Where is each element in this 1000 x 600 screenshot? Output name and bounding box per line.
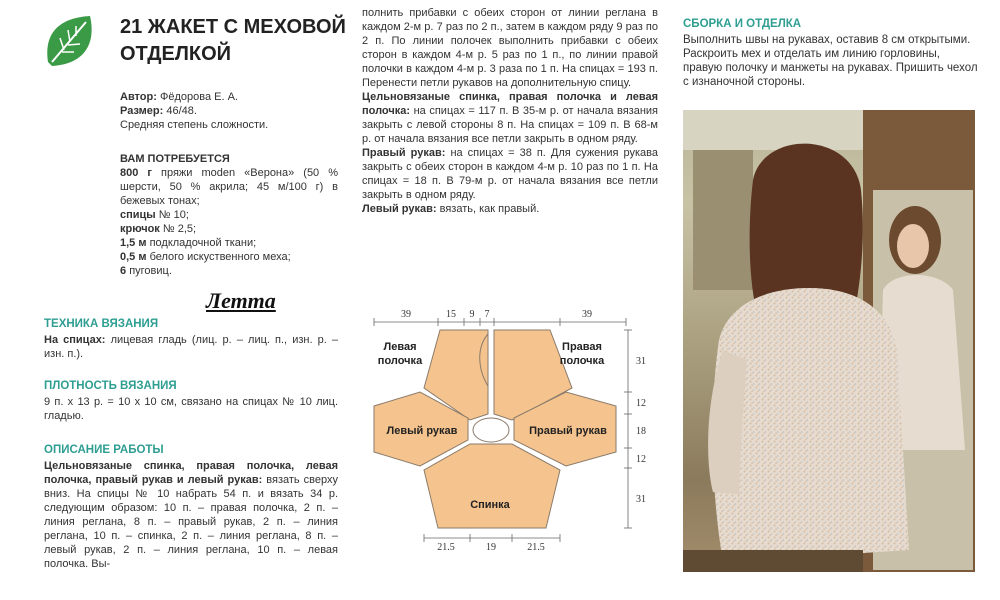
- dim-right-4: 12: [636, 454, 646, 465]
- dim-top-3: 9: [469, 309, 475, 320]
- gauge-section: ПЛОТНОСТЬ ВЯЗАНИЯ 9 п. х 13 р. = 10 х 10 см, связано на спицах № 10 лиц. гладью.: [44, 380, 338, 422]
- label-right-front-2: полочка: [559, 355, 605, 367]
- neckline: [473, 418, 509, 442]
- technique-section: ТЕХНИКА ВЯЗАНИЯ На спицах: лицевая гладь (лиц. р. – лиц. п., изн. р. – изн. п.).: [44, 318, 338, 360]
- dim-right-2: 12: [636, 398, 646, 409]
- label-right-front-1: Правая: [562, 341, 602, 353]
- dim-bottom-3: 21.5: [527, 542, 545, 553]
- dim-bottom-2: 19: [486, 542, 496, 553]
- label-back: Спинка: [470, 499, 510, 511]
- label-left-front-2: полочка: [377, 355, 423, 367]
- dim-top-5: 39: [582, 309, 592, 320]
- dim-right-3: 18: [636, 426, 646, 437]
- page-title: 21 ЖАКЕТ С МЕХОВОЙ ОТДЕЛКОЙ: [120, 16, 346, 65]
- pattern-schematic: [360, 300, 660, 560]
- label-left-front-1: Левая: [383, 341, 417, 353]
- instructions-column: полнить прибавки с обеих сторон от линии реглана в каждом 2-м р. 7 раз по 2 п., затем в каждом ряду 9 раз по 2 п. По линии полочек выполнить прибавки с обеих сторон в каждом 4-м р. 5 раз по 1 п., по линии правой полочки в каждом 4-м р. 3 раза по 1 п. На спицах = 193 п. Перенести петли рукавов на дополнительную спицу. Цельновязаные спинка, правая полочка и левая полочка: на спицах = 117 п. В 35-м р. от начала вязания закрыть с левой стороны 8 п. На спицах = 109 п. В 68-м р. от начала вязания все петли закрыть в одном ряду. Правый рукав: на спицах = 38 п. Для сужения рукава закрыть с обеих сторон в каждом 4-м р. 10 раз по 1 п. На спицах = 18 п. В 79-м р. от начала вязания все петли закрыть в одном ряду. Левый рукав: вязать, как правый.: [362, 7, 658, 215]
- dim-top-2: 15: [446, 309, 456, 320]
- assembly-section: СБОРКА И ОТДЕЛКА Выполнить швы на рукавах, оставив 8 см открытыми. Раскроить мех и отделать им линию горловины, правую полочку и манжеты на рукавах. Пришить чехол с изнаночной стороны.: [683, 18, 978, 88]
- signature: Летта: [206, 288, 276, 313]
- author-block: Автор: Фёдорова Е. А. Размер: 46/48. Средняя степень сложности.: [120, 91, 269, 131]
- dim-right-5: 31: [636, 494, 646, 505]
- leaf-icon: [42, 12, 100, 70]
- dim-bottom-1: 21.5: [437, 542, 455, 553]
- dim-top-1: 39: [401, 309, 411, 320]
- label-left-sleeve: Левый рукав: [386, 425, 458, 437]
- model-photo: [683, 110, 975, 572]
- description-section: ОПИСАНИЕ РАБОТЫ Цельновязаные спинка, правая полочка, левая полочка, правый рукав и левый рукав: вязать сверху вниз. На спицы № 10 набрать 54 п. и вязать 34 р. следующим образом: 10 п. – правая полочка, 2 п. – линия реглана, 8 п. – правый рукав, 2 п. – линия реглана, 10 п. – спинка, 2 п. – линия реглана, 8 п. – левый рукав, 2 п. – линия реглана, 10 п. – левая полочка. Вы-: [44, 444, 338, 570]
- dim-right-1: 31: [636, 356, 646, 367]
- dim-top-4: 7: [484, 309, 490, 320]
- materials-block: ВАМ ПОТРЕБУЕТСЯ 800 г пряжи moden «Верона» (50 % шерсти, 50 % акрила; 45 м/100 г) в бежевых тонах; спицы № 10; крючок № 2,5; 1,5 м подкладочной ткани; 0,5 м белого искуственного меха; 6 пуговиц.: [120, 153, 338, 277]
- back-piece: [424, 444, 560, 528]
- label-right-sleeve: Правый рукав: [529, 425, 607, 437]
